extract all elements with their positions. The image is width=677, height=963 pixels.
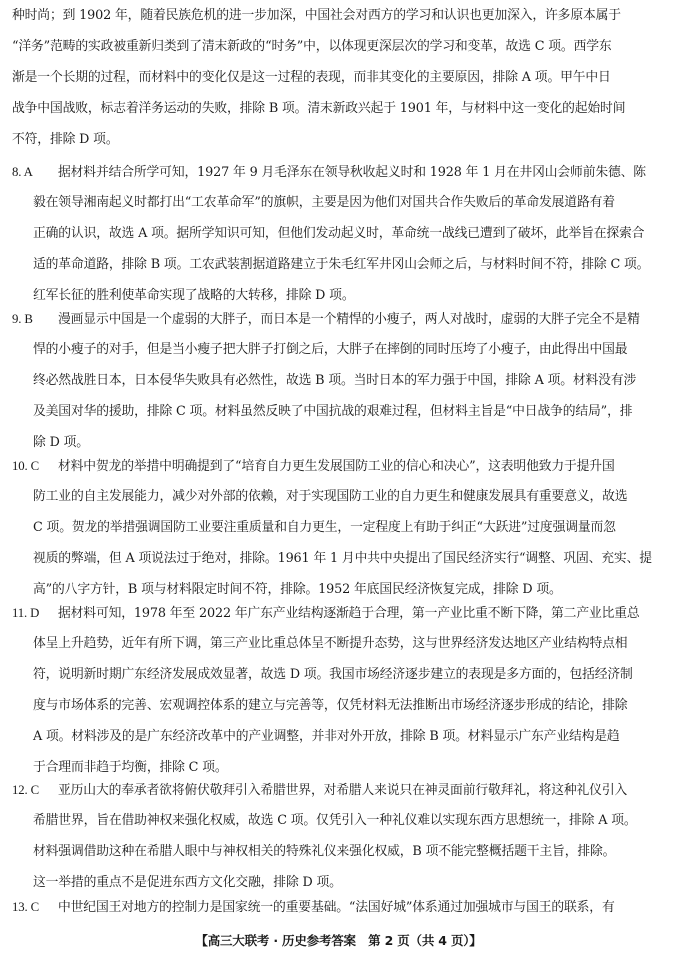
text-line: 终必然战胜日本，日本侵华失败具有必然性，故选 B 项。当时日本的军力强于中国，排除 A 项。材料没有涉 — [33, 373, 637, 388]
text-line: 防工业的自主发展能力，减少对外部的依赖，对于实现国防工业的自力更生和健康发展具有重要意义，故选 — [33, 489, 628, 504]
text-line: 不符，排除 D 项。 — [12, 132, 119, 147]
text-line: 种时尚；到 1902 年，随着民族危机的进一步加深，中国社会对西方的学习和认识也更加深入，许多原本属于 — [12, 8, 621, 23]
text-line: 渐是一个长期的过程，而材料中的变化仅是这一过程的表现，而非其变化的主要原因，排除 A 项。甲午中日 — [12, 70, 611, 85]
text-line: 据材料可知，1978 年至 2022 年广东产业结构逐渐趋于合理，第一产业比重不断下降，第二产业比重总 — [58, 606, 640, 621]
text-line: 亚历山大的奉承者欲将俯伏敬拜引入希腊世界，对希腊人来说只在神灵面前行敬拜礼，将这种礼仪引入 — [58, 783, 628, 798]
text-line: 红军长征的胜利使革命实现了战略的大转移，排除 D 项。 — [33, 288, 355, 303]
text-line: 符，说明新时期广东经济发展成效显著，故选 D 项。我国市场经济逐步建立的表现是多方面的，包括经济制 — [33, 667, 633, 682]
text-line: 希腊世界，旨在借助神权来强化权威，故选 C 项。仅凭引入一种礼仪难以实现东西方思想统一，排除 A 项。 — [33, 813, 637, 828]
text-line: 漫画显示中国是一个虚弱的大胖子，而日本是一个精悍的小瘦子，两人对战时，虚弱的大胖子完全不是精 — [58, 312, 640, 327]
text-line: 毅在领导湘南起义时都打出“工农革命军”的旗帜，主要是因为他们对国共合作失败后的革命发展道路有着 — [33, 195, 615, 210]
text-line: 适的革命道路，排除 B 项。工农武装割据道路建立于朱毛红军井冈山会师之后，与材料时间不符，排除 C 项。 — [33, 257, 650, 272]
answer-first-line — [12, 162, 646, 182]
text-line: 于合理而非趋于均衡，排除 C 项。 — [33, 760, 228, 775]
answer-number: 10. C — [12, 459, 39, 473]
text-line: 及美国对华的援助，排除 C 项。材料虽然反映了中国抗战的艰难过程，但材料主旨是“中日战争的结局”，排 — [33, 404, 633, 419]
text-line: 材料强调借助这种在希腊人眼中与神权相关的特殊礼仪来强化权威，B 项不能完整概括题干主旨，排除。 — [33, 844, 616, 859]
text-line: 中世纪国王对地方的控制力是国家统一的重要基础。“法国好城”体系通过加强城市与国王的联系，有 — [58, 900, 615, 915]
text-line: 据材料并结合所学可知，1927 年 9 月毛泽东在领导秋收起义时和 1928 年 1 月在井冈山会师前朱德、陈 — [58, 165, 646, 180]
answer-number: 8. A — [12, 165, 33, 179]
text-line: 这一举措的重点不是促进东西方文化交融，排除 D 项。 — [33, 875, 342, 890]
answer-first-line — [12, 456, 615, 476]
answer-first-line — [12, 897, 615, 917]
answer-first-line — [12, 780, 627, 800]
text-line: 战争中国战败，标志着洋务运动的失败，排除 B 项。清末新政兴起于 1901 年，与材料中这一变化的起始时间 — [12, 101, 626, 116]
page-footer: 【高三大联考 · 历史参考答案 第 2 页（共 4 页）】 — [195, 933, 482, 948]
text-line: 材料中贺龙的举措中明确提到了“培育自力更生发展国防工业的信心和决心”，这表明他致力于提升国 — [58, 459, 615, 474]
answer-number: 11. D — [12, 606, 40, 620]
answer-number: 12. C — [12, 783, 39, 797]
text-line: 体呈上升趋势，近年有所下调，第三产业比重总体呈不断提升态势，这与世界经济发达地区产业结构特点相 — [33, 636, 628, 651]
text-line: 除 D 项。 — [33, 435, 89, 450]
answer-number: 9. B — [12, 312, 33, 326]
text-line: 视质的弊端，但 A 项说法过于绝对，排除。1961 年 1 月中共中央提出了国民经济实行“调整、巩固、充实、提 — [33, 551, 652, 566]
text-line: A 项。材料涉及的是广东经济改革中的产业调整，并非对外开放，排除 B 项。材料显示广东产业结构是趋 — [33, 729, 620, 744]
text-line: “洋务”范畴的实政被重新归类到了清末新政的“时务”中，以体现更深层次的学习和变革，故选 C 项。西学东 — [12, 39, 612, 54]
text-line: 正确的认识，故选 A 项。据所学知识可知，但他们发动起义时，革命统一战线已遭到了破坏，此举旨在探索合 — [33, 226, 645, 241]
answer-first-line — [12, 309, 640, 329]
text-line: C 项。贺龙的举措强调国防工业要注重质量和自力更生，一定程度上有助于纠正“大跃进”过度强调量而忽 — [33, 520, 616, 535]
answer-first-line — [12, 603, 640, 623]
text-line: 悍的小瘦子的对手，但是当小瘦子把大胖子打倒之后，大胖子在摔倒的同时压垮了小瘦子，由此得出中国最 — [33, 342, 628, 357]
answer-number: 13. C — [12, 900, 39, 914]
text-line: 高”的八字方针，B 项与材料限定时间不符，排除。1952 年底国民经济恢复完成，排除 D 项。 — [33, 582, 562, 597]
text-line: 度与市场体系的完善、宏观调控体系的建立与完善等，仅凭材料无法推断出市场经济逐步形成的结论，排除 — [33, 698, 628, 713]
